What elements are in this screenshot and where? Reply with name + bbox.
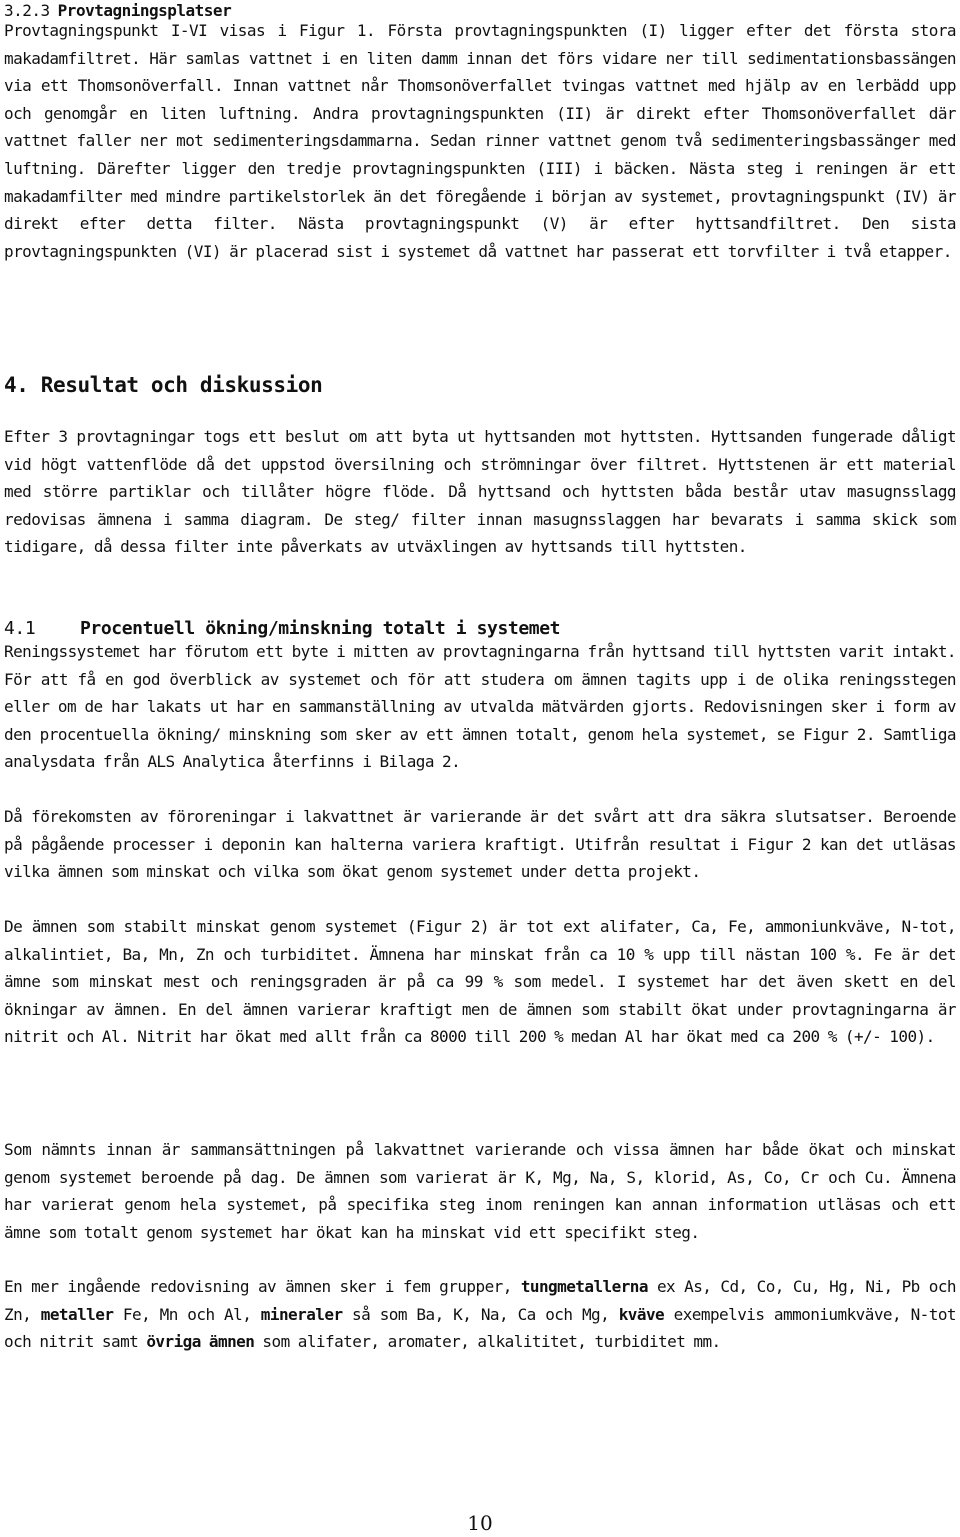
paragraph-grupper	[4, 1273, 956, 1356]
paragraph-minskat: De ämnen som stabilt minskat genom systemet (Figur 2) är tot ext alifater, Ca, Fe, ammoniunkväve, N-tot, alkalintiet, Ba, Mn, Zn och turbiditet. Ämnena har minskat från ca 10 % upp till nästan 100 %. Fe är det ämne som minskat mest och reningsgraden är på ca 99 % som medel. I systemet har det även skett en del ökningar av ämnen. En del ämnen varierar kraftigt men de ämnen som stabilt ökat under provtagningarna är nitrit och Al. Nitrit har ökat med allt från ca 8000 till 200 % medan Al har ökat med ca 200 % (+/- 100).	[4, 917, 956, 1047]
text-run: Fe, Mn och Al,	[113, 1304, 261, 1324]
section-number: 3.2.3	[4, 1, 50, 20]
bold-term-mineraler: mineraler	[260, 1304, 343, 1324]
bold-term-kvave: kväve	[618, 1304, 665, 1324]
paragraph-resultat: Efter 3 provtagningar togs ett beslut om att byta ut hyttsanden mot hyttsten. Hyttsanden fungerade dåligt vid högt vattenflöde då det uppstod översilning och strömningar över filtret. Hyttstenen är ett material med större partiklar och tillåter högre flöde. Då hyttsand och hyttsten båda består utav masugnsslagg redovisas ämnena i samma diagram. De steg/ filter innan masugnsslaggen har bevarats i samma skick som tidigare, då dessa filter inte påverkats av utväxlingen av hyttsands till hyttsten.	[4, 427, 956, 557]
text-run: En mer ingående redovisning av ämnen sker i fem grupper,	[4, 1277, 521, 1296]
paragraph-varierande: Som nämnts innan är sammansättningen på lakvattnet varierande och vissa ämnen har både ökat och minskat genom systemet beroende på dag. De ämnen som varierat är K, Mg, Na, S, klorid, As, Co, Cr och Cu. Ämnena har varierat genom hela systemet, på specifika steg inom reningen kan annan information utläsas och ett ämne som totalt genom systemet har ökat kan ha minskat vid ett specifikt steg.	[4, 1140, 956, 1242]
bold-term-ovriga-amnen: övriga ämnen	[146, 1332, 255, 1352]
page-number: 10	[467, 1511, 493, 1535]
text-run: som alifater, aromater, alkalititet, turbiditet mm.	[254, 1332, 721, 1352]
paragraph-reningssystemet: Reningssystemet har förutom ett byte i mitten av provtagningarna från hyttsand till hyttsten varit intakt. För att få en god överblick av systemet och för att studera om ämnen tagits upp i de olika reningsstegen eller om de har lakats ut har en sammanställning av utvalda mätvärden gjorts. Redovisningen sker i form av den procentuella ökning/ minskning som sker av ett ämnen totalt, genom hela systemet, se Figur 2. Samtliga analysdata från ALS Analytica återfinns i Bilaga 2.	[4, 642, 956, 772]
text-run: ex As, Cd, Co, Cu, Hg, Ni, Pb och Zn,	[4, 1277, 956, 1324]
bold-term-metaller: metaller	[40, 1304, 114, 1324]
bold-term-tungmetallerna: tungmetallerna	[520, 1277, 648, 1296]
section-number: 4.1	[4, 618, 36, 639]
section-heading-4: 4. Resultat och diskussion	[4, 373, 323, 397]
text-run: så som Ba, K, Na, Ca och Mg,	[342, 1304, 619, 1324]
text-run: exempelvis ammoniumkväve, N-tot och nitrit samt	[4, 1304, 956, 1352]
section-title: Procentuell ökning/minskning totalt i systemet	[80, 618, 561, 639]
section-title: Provtagningsplatser	[57, 1, 232, 20]
paragraph-forekomsten: Då förekomsten av föroreningar i lakvattnet är varierande är det svårt att dra säkra slutsatser. Beroende på pågående processer i deponin kan halterna variera kraftigt. Utifrån resultat i Figur 2 kan det utläsas vilka ämnen som minskat och vilka som ökat genom systemet under detta projekt.	[4, 807, 956, 882]
paragraph-provtagningsplatser: Provtagningspunkt I-VI visas i Figur 1. Första provtagningspunkten (I) ligger efter det första stora makadamfiltret. Här samlas vattnet i en liten damm innan det förs vidare ner till sedimentationsbassängen via ett Thomsonöverfall. Innan vattnet når Thomsonöverfallet tvingas vattnet med hjälp av en lerbädd upp och genomgår en liten luftning. Andra provtagningspunkten (II) är direkt efter Thomsonöverfallet där vattnet faller ner mot sedimenteringsdammarna. Sedan rinner vattnet genom två sedimenteringsbassänger med luftning. Därefter ligger den tredje provtagningspunkten (III) i bäcken. Nästa steg i reningen är ett makadamfilter med mindre partikelstorlek än det föregående i början av systemet, provtagningspunkt (IV) är direkt efter detta filter. Nästa provtagningspunkt (V) är efter hyttsandfiltret. Den sista provtagningspunkten (VI) är placerad sist i systemet då vattnet har passerat ett torvfilter i två etapper.	[4, 21, 956, 261]
